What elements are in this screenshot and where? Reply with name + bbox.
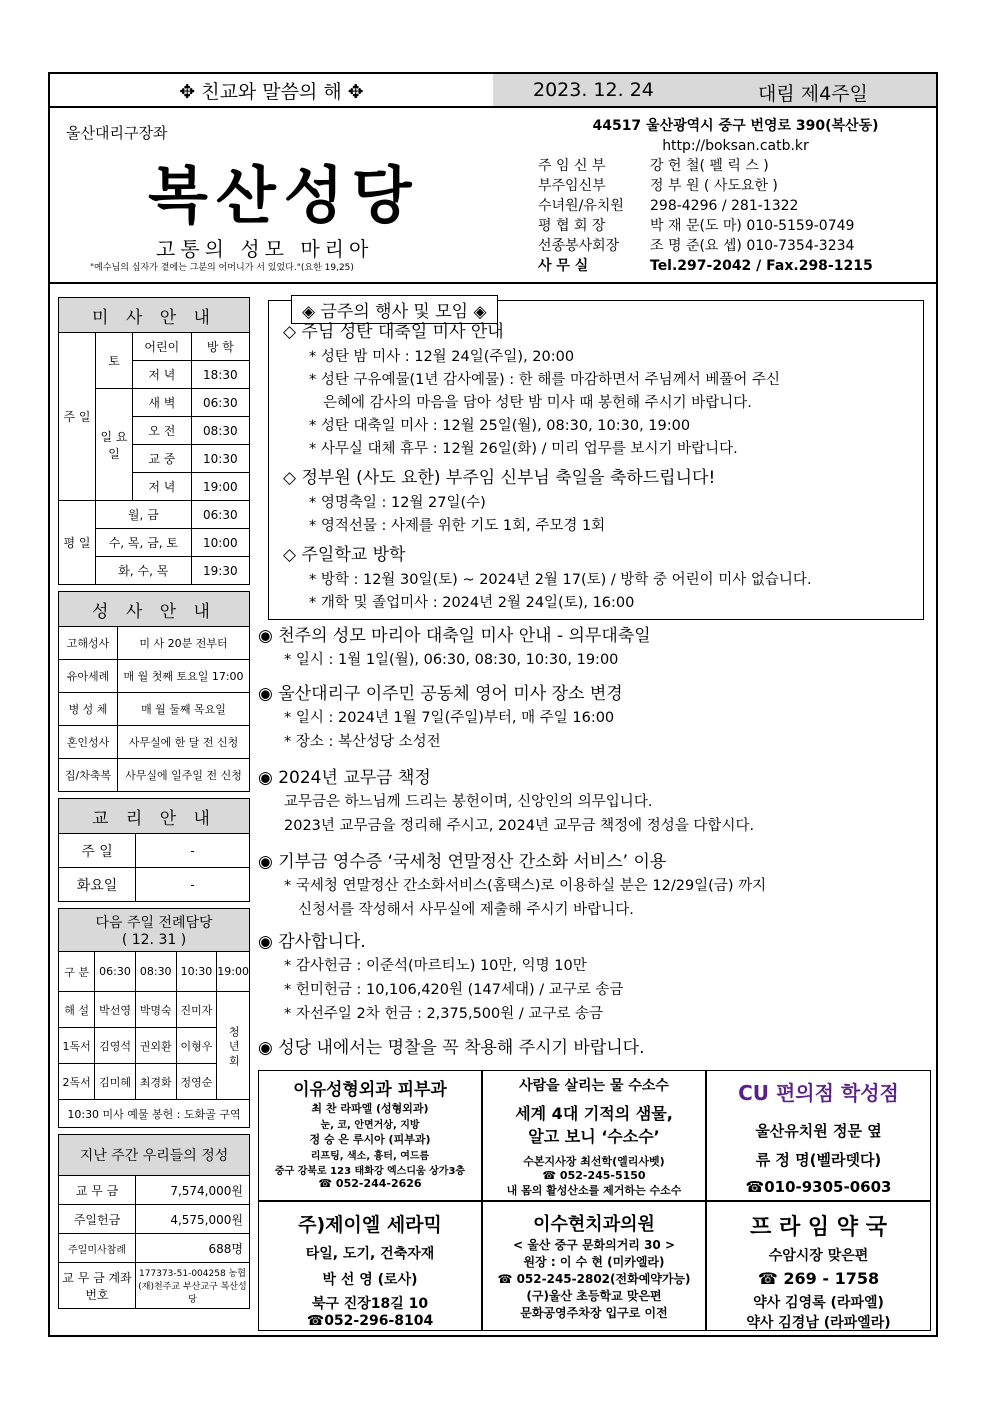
region-label: 울산대리구장좌 — [66, 124, 168, 142]
website-link[interactable]: http://boksan.catb.kr — [662, 138, 809, 154]
sacrament-table: 성 사 안 내 고해성사 미 사 20분 전부터 유아세례 매 월 첫째 토요일 17:00 병 성 체 매 월 둘째 목요일 혼인성사 사무실에 한 달 전 신청 집/차축복 사무실에 일주일 전 신청 — [58, 591, 250, 792]
scripture-quote: "예수님의 십자가 곁에는 그분의 어머니가 서 있었다."(요한 19,25) — [90, 263, 354, 273]
duty-table: 다음 주일 전례담당 ( 12. 31 ) 구 분 06:30 08:30 10:30 19:00 해 설 박선영 박명숙 진미자 청 년 회 1독서 김영석 권외환 이형우 2독서 김미혜 최경화 정영순 10:30 미사 예물 봉헌 : 도화골 구역 — [58, 908, 250, 1128]
notice-thanks: ◉ 감사합니다. * 감사헌금 : 이준석(마르티노) 10만, 익명 10만 * 헌미헌금 : 10,106,420원 (147세대) / 교구로 송금 * 자선주일 2차 헌금 : 2,375,500원 / 교구로 송금 — [258, 932, 624, 1022]
year-motto: ✥ 친교와 말씀의 해 ✥ — [179, 80, 364, 103]
events-title: ◈ 금주의 행사 및 모임 ◈ — [291, 295, 498, 324]
right-column — [258, 296, 930, 1058]
ad-ceramic: 주)제이엘 세라믹 타일, 도기, 건축자재 박 선 영 (로사) 북구 진장18길 10 ☎052-296-8104 — [258, 1201, 482, 1331]
staff-row: 부주임신부 정 부 원 ( 사도요한 ) — [538, 178, 778, 194]
weekly-events-box: ◈ 금주의 행사 및 모임 ◈ ◇ 주님 성탄 대축일 미사 안내 * 성탄 밤 미사 : 12월 24일(주일), 20:00 * 성탄 구유예물(1년 감사예물) : 한 해를 마감하면서 주님께서 베풀어 주신 은혜에 감사의 마음을 담아 성탄 밤 미사 때 봉헌해 주시기 바랍니다. * 성탄 대축일 미사 : 12월 25일(월), 08:30, 10:30, 19:00 * 사무실 대체 휴무 : 12월 26일(화) / 미리 업무를 보시기 바랍니다. ◇ 정부원 (사도 요한) 부주임 신부님 축일을 축하드립니다! * 영명축일 : 12월 27일(수) * 영적선물 : 사제를 위한 기도 1회, 주모경 1회 ◇ 주일학교 방학 * 방학 : 12월 30일(토) ~ 2024년 2월 17(토) / 방학 중 어린이 미사 없습니다. * 개학 및 졸업미사 : 2024년 2월 24일(토), 16:00 — [268, 300, 924, 620]
patron-name: 고통의 성모 마리아 — [156, 237, 374, 261]
staff-row: 주 임 신 부 강 헌 철( 펠 릭 스 ) — [538, 158, 769, 174]
staff-row: 사 무 실 Tel.297-2042 / Fax.298-1215 — [538, 258, 873, 274]
mass-schedule: 미 사 안 내 주 일 토 어린이 방 학 저 녁 18:30 일 요 일 새 벽 06:30 오 전 08:30 교 중 10:30 저 녁 19:00 평 일 월, 금 06:30 수, 목, 금, 토 10:00 화, 수, 목 19:30 — [58, 297, 250, 585]
masthead — [50, 108, 936, 284]
notice-nametag: ◉ 성당 내에서는 명찰을 꼭 착용해 주시기 바랍니다. — [258, 1038, 645, 1058]
ad-dental-clinic: 이수현치과의원 < 울산 중구 문화의거리 30 > 원장 : 이 수 현 (미카엘라) ☎ 052-245-2802(전화예약가능) (구)울산 초등학교 맞은편 문화공영주차장 입구로 이전 — [482, 1201, 706, 1331]
left-column — [58, 297, 250, 1309]
notice-dues: ◉ 2024년 교무금 책정 교무금은 하느님께 드리는 봉헌이며, 신앙인의 의무입니다. 2023년 교무금을 정리해 주시고, 2024년 교무금 책정에 정성을 다합시다. — [258, 768, 755, 834]
ad-pharmacy: 프 라 임 약 국 수암시장 맞은편 ☎ 269 - 1758 약사 김영록 (라파엘) 약사 김경남 (라파엘라) — [706, 1201, 931, 1331]
staff-row: 선종봉사회장 조 명 준(요 셉) 010-7354-3234 — [538, 238, 855, 254]
ad-clinic: 이유성형외과 피부과 최 찬 라파엘 (성형외과) 눈, 코, 안면거상, 지방 정 승 은 루시아 (피부과) 리프팅, 색소, 흉터, 여드름 중구 강북로 123 태화강 엑스디움 상가3층 ☎ 052-244-2626 — [258, 1070, 482, 1201]
notice-new-year: ◉ 천주의 성모 마리아 대축일 미사 안내 - 의무대축일 * 일시 : 1월 1일(월), 06:30, 08:30, 10:30, 19:00 — [258, 626, 651, 668]
date-panel — [493, 74, 936, 106]
issue-date: 2023. 12. 24 — [533, 79, 654, 101]
church-name: 복산성당 — [148, 159, 420, 232]
doctrine-table: 교 리 안 내 주 일 - 화요일 - — [58, 798, 250, 902]
offering-table: 지난 주간 우리들의 정성 교 무 금 7,574,000원 주일헌금 4,575,000원 주일미사참례 688명 교 무 금 계좌번호 177373-51-004258 농협 (재)천주교 부산교구 복산성당 — [58, 1134, 250, 1309]
liturgical-week: 대림 제4주일 — [758, 83, 868, 105]
notice-english-mass: ◉ 울산대리구 이주민 공동체 영어 미사 장소 변경 * 일시 : 2024년 1월 7일(주일)부터, 매 주일 16:00 * 장소 : 복산성당 소성전 — [258, 684, 623, 750]
notice-tax-receipt: ◉ 기부금 영수증 ‘국세청 연말정산 간소화 서비스’ 이용 * 국세청 연말정산 간소화서비스(홈택스)로 이용하실 분은 12/29일(금) 까지 신청서를 작성해서 사무실에 제출해 주시기 바랍니다. — [258, 852, 767, 918]
staff-row: 평 협 회 장 박 재 문(도 마) 010-5159-0749 — [538, 218, 855, 234]
bulletin-frame — [48, 72, 938, 1337]
church-info — [538, 116, 933, 276]
ad-convenience-store: CU 편의점 학성점 울산유치원 정문 옆 류 정 명(벨라뎃다) ☎010-9305-0603 — [706, 1070, 931, 1201]
address: 44517 울산광역시 중구 번영로 390(복산동) — [592, 118, 879, 134]
staff-row: 수녀원/유치원 298-4296 / 281-1322 — [538, 198, 799, 214]
header-bar — [50, 74, 936, 108]
ad-hydrogen-water: 사람을 살리는 물 수소수 세계 4대 기적의 샘물, 알고 보니 ‘수소수’ 수본지사장 최선학(엘리사벳) ☎ 052-245-5150 내 몸의 활성산소를 제거하는 수소수 — [482, 1070, 706, 1201]
